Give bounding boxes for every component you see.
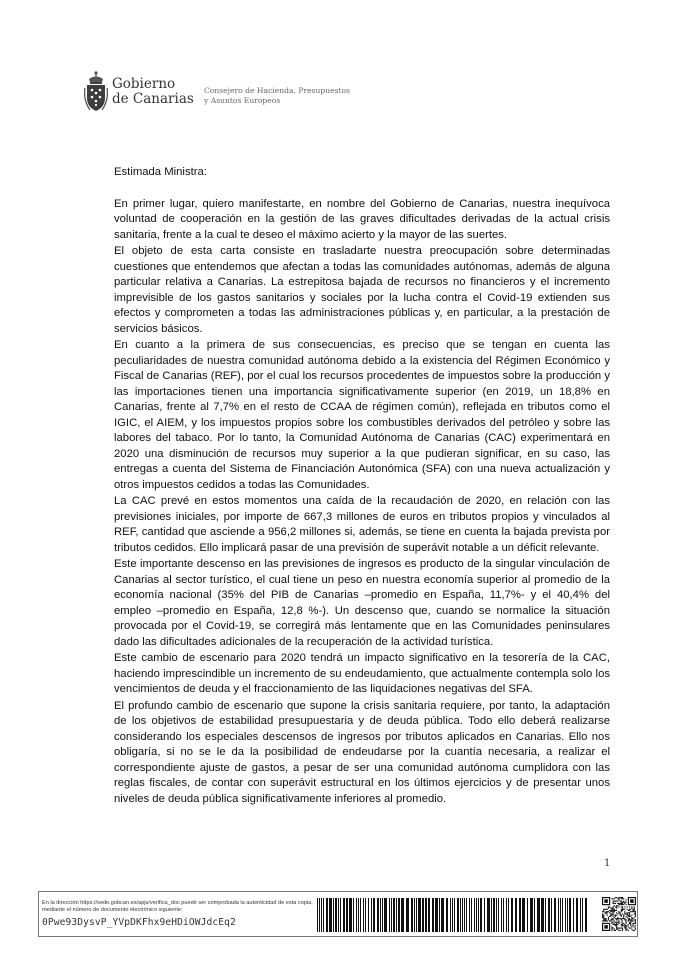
qr-code-icon: [602, 895, 636, 933]
government-name: [112, 77, 194, 107]
council-name-line2: y Asuntos Europeos: [204, 96, 281, 105]
paragraph-5: Este importante descenso en las previsiones de ingresos es producto de la singular vinculación de Canarias al sector turístico, el cual tiene un peso en nuestra economía superior al promedio de la economía nacional (35% del PIB de Canarias –promedio en España, 11,7%- y el 40,4% del empleo –promedio en España, 12,8 %-). Un descenso que, cuando se normalice la situación provocada por el Covid-19, se corregirá más lentamente que en las Comunidades peninsulares dado las dificultades adicionales de la recuperación de la actividad turística.: [114, 558, 610, 648]
council-name-line1: Consejero de Hacienda, Presupuestos: [204, 86, 351, 95]
paragraph-2: El objeto de esta carta consiste en trasladarte nuestra preocupación sobre determinadas cuestiones que entendemos que afectan a todas las comunidades autónomas, además de alguna particular relativa a Canarias. La estrepitosa bajada de recursos no financieros y el incremento imprevisible de los gastos sanitarios y sociales por la lucha contra el Covid-19 extienden sus efectos y comprometen a todas las administraciones públicas y, en particular, a la prestación de servicios básicos.: [114, 245, 610, 335]
paragraph-3: En cuanto a la primera de sus consecuencias, es preciso que se tengan en cuenta las peculiaridades de nuestra comunidad autónoma debido a la existencia del Régimen Económico y Fiscal de Canarias (REF), por el cual los recursos procedentes de impuestos sobre la producción y las importaciones tienen una importancia significativamente superior (en 2019, un 18,8% en Canarias, frente al 7,7% en el resto de CCAA de régimen común), reflejada en tributos como el IGIC, el AIEM, y los impuestos propios sobre los combustibles derivados del petróleo y sobre las labores del tabaco. Por lo tanto, la Comunidad Autónoma de Canarias (CAC) experimentará en 2020 una disminución de recursos muy superior a la que pudieran significar, en su caso, las entregas a cuenta del Sistema de Financiación Autonómica (SFA) con una nueva actualización y otros impuestos cedidos a todas las Comunidades.: [114, 339, 610, 491]
coat-of-arms-icon: [84, 70, 108, 116]
paragraph-4: La CAC prevé en estos momentos una caída de la recaudación de 2020, en relación con las previsiones iniciales, por importe de 667,3 millones de euros en tributos propios y vinculados al REF, cantidad que asciende a 956,2 millones si, además, se tiene en cuenta la bajada prevista por tributos cedidos. Ello implicará pasar de una previsión de superávit notable a un déficit relevante.: [114, 495, 610, 554]
council-name: [204, 86, 350, 106]
salutation: Estimada Ministra:: [114, 166, 207, 178]
government-name-line2: de Canarias: [112, 91, 194, 107]
barcode-icon: [317, 898, 589, 932]
letterhead: [84, 70, 484, 120]
paragraph-7: El profundo cambio de escenario que supone la crisis sanitaria requiere, por tanto, la adaptación de los objetivos de estabilidad presupuestaria y de deuda pública. Todo ello deberá realizarse considerando los especiales descensos de ingresos por tributos aplicados en Canarias. Ello nos obligaría, si no se le da la posibilidad de endeudarse por la cuantía necesaria, a realizar el correspondiente ajuste de gastos, a pesar de ser una comunidad autónoma cumplidora con las reglas fiscales, de contar con superávit estructural en los últimos ejercicios y de presentar unos niveles de deuda pública significativamente inferiores al promedio.: [114, 699, 610, 805]
paragraph-6: Este cambio de escenario para 2020 tendrá un impacto significativo en la tesorería de la CAC, haciendo imprescindible un incremento de su endeudamiento, que actualmente contempla solo los vencimientos de deuda y el fraccionamiento de las liquidaciones negativas del SFA.: [114, 652, 610, 695]
page-number: 1: [604, 858, 611, 869]
verification-text: En la dirección https://sede.gobcan.es/apjs/verifica_doc puede ser comprobada la autenticidad de esta copia, mediante el número de documento electrónico siguiente:: [42, 900, 313, 913]
letter-body: [114, 165, 610, 808]
government-name-line1: Gobierno: [112, 76, 176, 92]
paragraph-1: En primer lugar, quiero manifestarte, en nombre del Gobierno de Canarias, nuestra inequívoca voluntad de cooperación en la gestión de las graves dificultades derivadas de la actual crisis sanitaria, frente a la cual te deseo el máximo acierto y la mayor de las suertes.: [114, 197, 610, 241]
verification-footer: [38, 891, 638, 937]
verification-code: 0Pwe93DysvP_YVpDKFhx9eHDiOWJdcEq2: [42, 917, 236, 928]
